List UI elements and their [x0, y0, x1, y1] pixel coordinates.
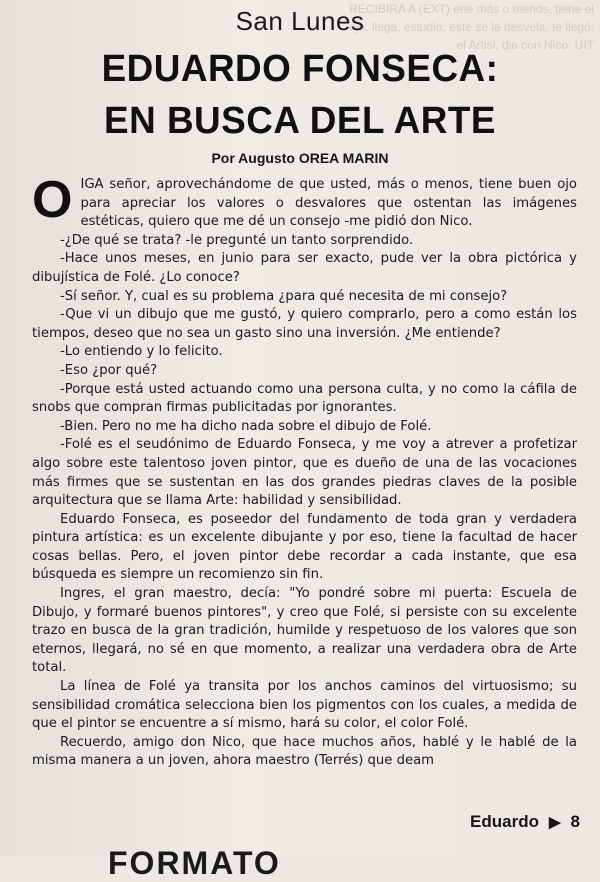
article-paragraph: La línea de Folé ya transita por los anchos caminos del virtuosismo; su sensibilidad cromática selecciona bien los pigmentos con los cuales, a medida de que el pintor se encuentre a sí mismo, hará su color, el color Folé.	[32, 679, 577, 732]
article-paragraph: Recuerdo, amigo don Nico, que hace muchos años, hablé y le hablé de la misma manera a un joven, ahora maestro (Terrés) que deam	[32, 734, 577, 769]
article-paragraph: -Eso ¿por qué?	[60, 362, 158, 378]
headline-line-2: EN BUSCA DEL ARTE	[104, 100, 496, 142]
article-paragraph: -Bien. Pero no me ha dicho nada sobre el dibujo de Folé.	[60, 418, 432, 434]
article-paragraph: -Lo entiendo y lo felicito.	[60, 344, 223, 360]
right-arrow-icon: ▶	[548, 814, 561, 831]
footer-label: Eduardo	[470, 812, 539, 831]
page-footer	[470, 812, 580, 832]
article-paragraph: -Sí señor. Y, cual es su problema ¿para qué necesita de mi consejo?	[60, 288, 508, 304]
page-number: 8	[570, 812, 580, 831]
article-paragraph: OIGA señor, aprovechándome de que usted, más o menos, tiene buen ojo para apreciar los valores o desvalores que ostentan las imágenes estéticas, quiero que me dé un consejo -me pidió don Nico.	[32, 171, 577, 230]
article-body	[32, 171, 577, 771]
article-paragraph: Ingres, el gran maestro, decía: "Yo pondré sobre mi puerta: Escuela de Dibujo, y formaré buenos pintores", y creo que Folé, si persiste con su excelente trazo en busca de la gran tradición, humilde y respetuoso de los valores que son eternos, llegará, no sé en que momento, a realizar una verdadera obra de Arte total.	[32, 586, 577, 676]
section-title: San Lunes	[235, 6, 365, 36]
byline: Por Augusto OREA MARIN	[211, 150, 389, 166]
article-paragraph: Eduardo Fonseca, es poseedor del fundamento de toda gran y verdadera pintura artística: es un excelente dibujante y por eso, tiene la facultad de hacer cosas bellas. Pero, el joven pintor debe recordar a cada instante, que esa búsqueda es siempre un recomienzo sin fin.	[32, 511, 577, 583]
article-paragraph: -Porque está usted actuando como una persona culta, y no como la cáfila de snobs que compran firmas publicitadas por ignorantes.	[32, 381, 577, 416]
article-paragraph: -Folé es el seudónimo de Eduardo Fonseca, y me voy a atrever a profetizar algo sobre este talentoso joven pintor, que es dueño de una de las vocaciones más firmes que se sustentan en las dos grandes piedras claves de la posible arquitectura que se llama Arte: habilidad y sensibilidad.	[32, 437, 577, 509]
bleed-through-text: RECIBIRA A (EXT) ene más o menos, tiene el ojo, llega, estudio, este se la desvela, te llegó: el Artisi, dio con Nico. UIT	[349, 2, 594, 52]
headline-line-1: EDUARDO FONSECA:	[101, 48, 499, 90]
drop-cap: O	[32, 171, 73, 229]
article-paragraph: -Hace unos meses, en junio para ser exacto, pude ver la obra pictórica y dibujística de Folé. ¿Lo conoce?	[32, 251, 577, 285]
article-paragraph: -¿De qué se trata? -le pregunté un tanto sorprendido.	[60, 232, 414, 248]
article-paragraph: -Que vi un dibujo que me gustó, y quiero comprarlo, pero a como están los tiempos, deseo que no sea un gasto sino una inversión. ¿Me entiende?	[32, 307, 577, 341]
next-page-heading: FORMATO	[108, 845, 281, 881]
